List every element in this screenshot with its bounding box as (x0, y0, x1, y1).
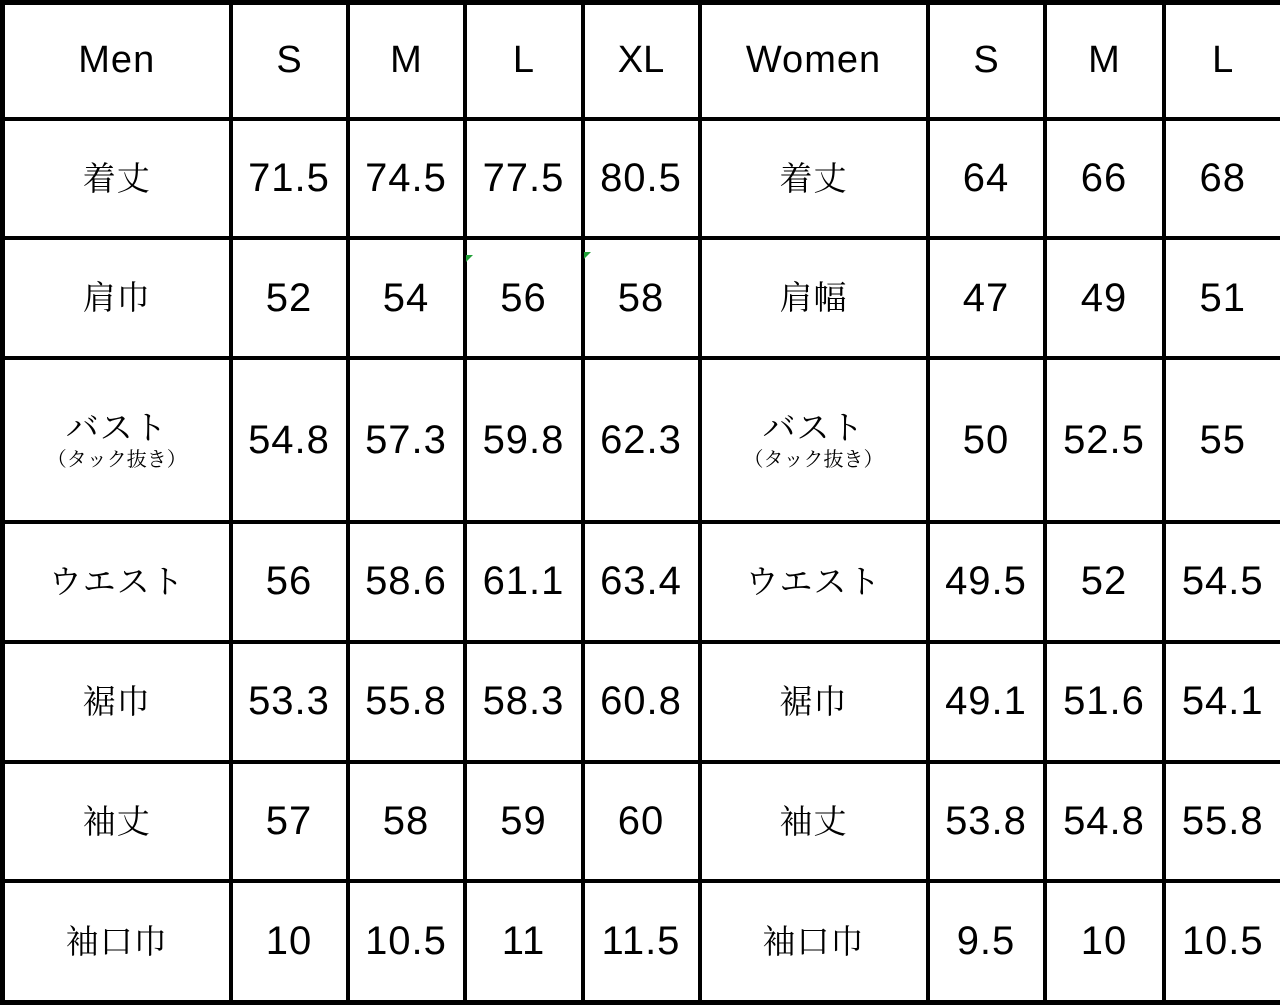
value-cell: 74.5 (348, 119, 465, 239)
value-cell: 10.5 (1164, 881, 1280, 1002)
value-cell: 58 (348, 762, 465, 882)
value-cell: 54.8 (231, 358, 348, 522)
value-cell: 61.1 (465, 522, 583, 642)
value-cell: 56 (231, 522, 348, 642)
table-row-waist (3, 522, 1280, 642)
value-cell: 9.5 (928, 881, 1045, 1002)
value-cell: 64 (928, 119, 1045, 239)
row-label-text: バスト (65, 408, 168, 446)
table-row-shoulder-width (3, 238, 1280, 358)
men-row-label-hem-width (3, 642, 231, 762)
value-cell: 80.5 (583, 119, 700, 239)
row-label-text: 肩幅 (779, 279, 848, 317)
men-row-label-bust (3, 358, 231, 522)
women-row-label-sleeve-length (700, 762, 928, 882)
value-cell: 55.8 (1164, 762, 1280, 882)
women-row-label-shoulder-width (700, 238, 928, 358)
value-cell: 10 (231, 881, 348, 1002)
row-label-text: ウエスト (745, 562, 882, 600)
men-size-header-l: L (465, 3, 583, 119)
value-cell: 68 (1164, 119, 1280, 239)
value-cell: 11 (465, 881, 583, 1002)
value-cell: 52 (1045, 522, 1164, 642)
women-row-label-waist (700, 522, 928, 642)
value-cell: 58 (583, 238, 700, 358)
value-cell: 77.5 (465, 119, 583, 239)
row-label-text: 着丈 (82, 159, 151, 197)
women-row-label-cuff-width (700, 881, 928, 1002)
value-cell: 54.8 (1045, 762, 1164, 882)
men-size-header-s: S (231, 3, 348, 119)
row-label-text: 裾巾 (82, 682, 151, 720)
value-cell: 63.4 (583, 522, 700, 642)
table-row-body-length (3, 119, 1280, 239)
men-size-header-xl: XL (583, 3, 700, 119)
value-cell: 49.1 (928, 642, 1045, 762)
value-cell: 57 (231, 762, 348, 882)
value-cell: 52 (231, 238, 348, 358)
men-row-label-cuff-width (3, 881, 231, 1002)
men-group-header: Men (3, 3, 231, 119)
men-row-label-body-length (3, 119, 231, 239)
women-size-header-m: M (1045, 3, 1164, 119)
value-cell: 11.5 (583, 881, 700, 1002)
value-cell: 10 (1045, 881, 1164, 1002)
value-cell: 55.8 (348, 642, 465, 762)
value-cell: 54.5 (1164, 522, 1280, 642)
row-label-text: バスト (762, 408, 865, 446)
header-row (3, 3, 1280, 119)
value-cell: 59.8 (465, 358, 583, 522)
value-cell: 49 (1045, 238, 1164, 358)
row-label-text: 着丈 (779, 159, 848, 197)
women-row-label-hem-width (700, 642, 928, 762)
value-cell: 66 (1045, 119, 1164, 239)
value-cell: 58.6 (348, 522, 465, 642)
value-cell: 53.8 (928, 762, 1045, 882)
value-cell: 57.3 (348, 358, 465, 522)
table-row-hem-width (3, 642, 1280, 762)
value-cell: 49.5 (928, 522, 1045, 642)
value-cell: 62.3 (583, 358, 700, 522)
women-group-header: Women (700, 3, 928, 119)
value-cell: 10.5 (348, 881, 465, 1002)
table-row-cuff-width (3, 881, 1280, 1002)
men-size-header-m: M (348, 3, 465, 119)
value-cell: 56 (465, 238, 583, 358)
men-row-label-waist (3, 522, 231, 642)
women-row-label-bust (700, 358, 928, 522)
value-cell: 52.5 (1045, 358, 1164, 522)
value-cell: 53.3 (231, 642, 348, 762)
table-row-sleeve-length (3, 762, 1280, 882)
value-cell: 54.1 (1164, 642, 1280, 762)
value-cell: 51 (1164, 238, 1280, 358)
value-cell: 60 (583, 762, 700, 882)
women-row-label-body-length (700, 119, 928, 239)
row-label-text: ウエスト (48, 562, 185, 600)
value-cell: 54 (348, 238, 465, 358)
value-cell: 55 (1164, 358, 1280, 522)
men-row-label-sleeve-length (3, 762, 231, 882)
row-label-text: 袖丈 (82, 802, 151, 840)
row-label-text: 肩巾 (82, 279, 151, 317)
row-sublabel-text: （タック抜き） (743, 448, 884, 471)
value-cell: 71.5 (231, 119, 348, 239)
value-cell: 47 (928, 238, 1045, 358)
table-row-bust (3, 358, 1280, 522)
row-label-text: 裾巾 (779, 682, 848, 720)
row-label-text: 袖口巾 (65, 922, 168, 960)
value-cell: 58.3 (465, 642, 583, 762)
women-size-header-s: S (928, 3, 1045, 119)
value-cell: 60.8 (583, 642, 700, 762)
men-row-label-shoulder-width (3, 238, 231, 358)
value-cell: 59 (465, 762, 583, 882)
row-label-text: 袖丈 (779, 802, 848, 840)
row-sublabel-text: （タック抜き） (46, 448, 187, 471)
value-cell: 50 (928, 358, 1045, 522)
row-label-text: 袖口巾 (762, 922, 865, 960)
value-cell: 51.6 (1045, 642, 1164, 762)
women-size-header-l: L (1164, 3, 1280, 119)
